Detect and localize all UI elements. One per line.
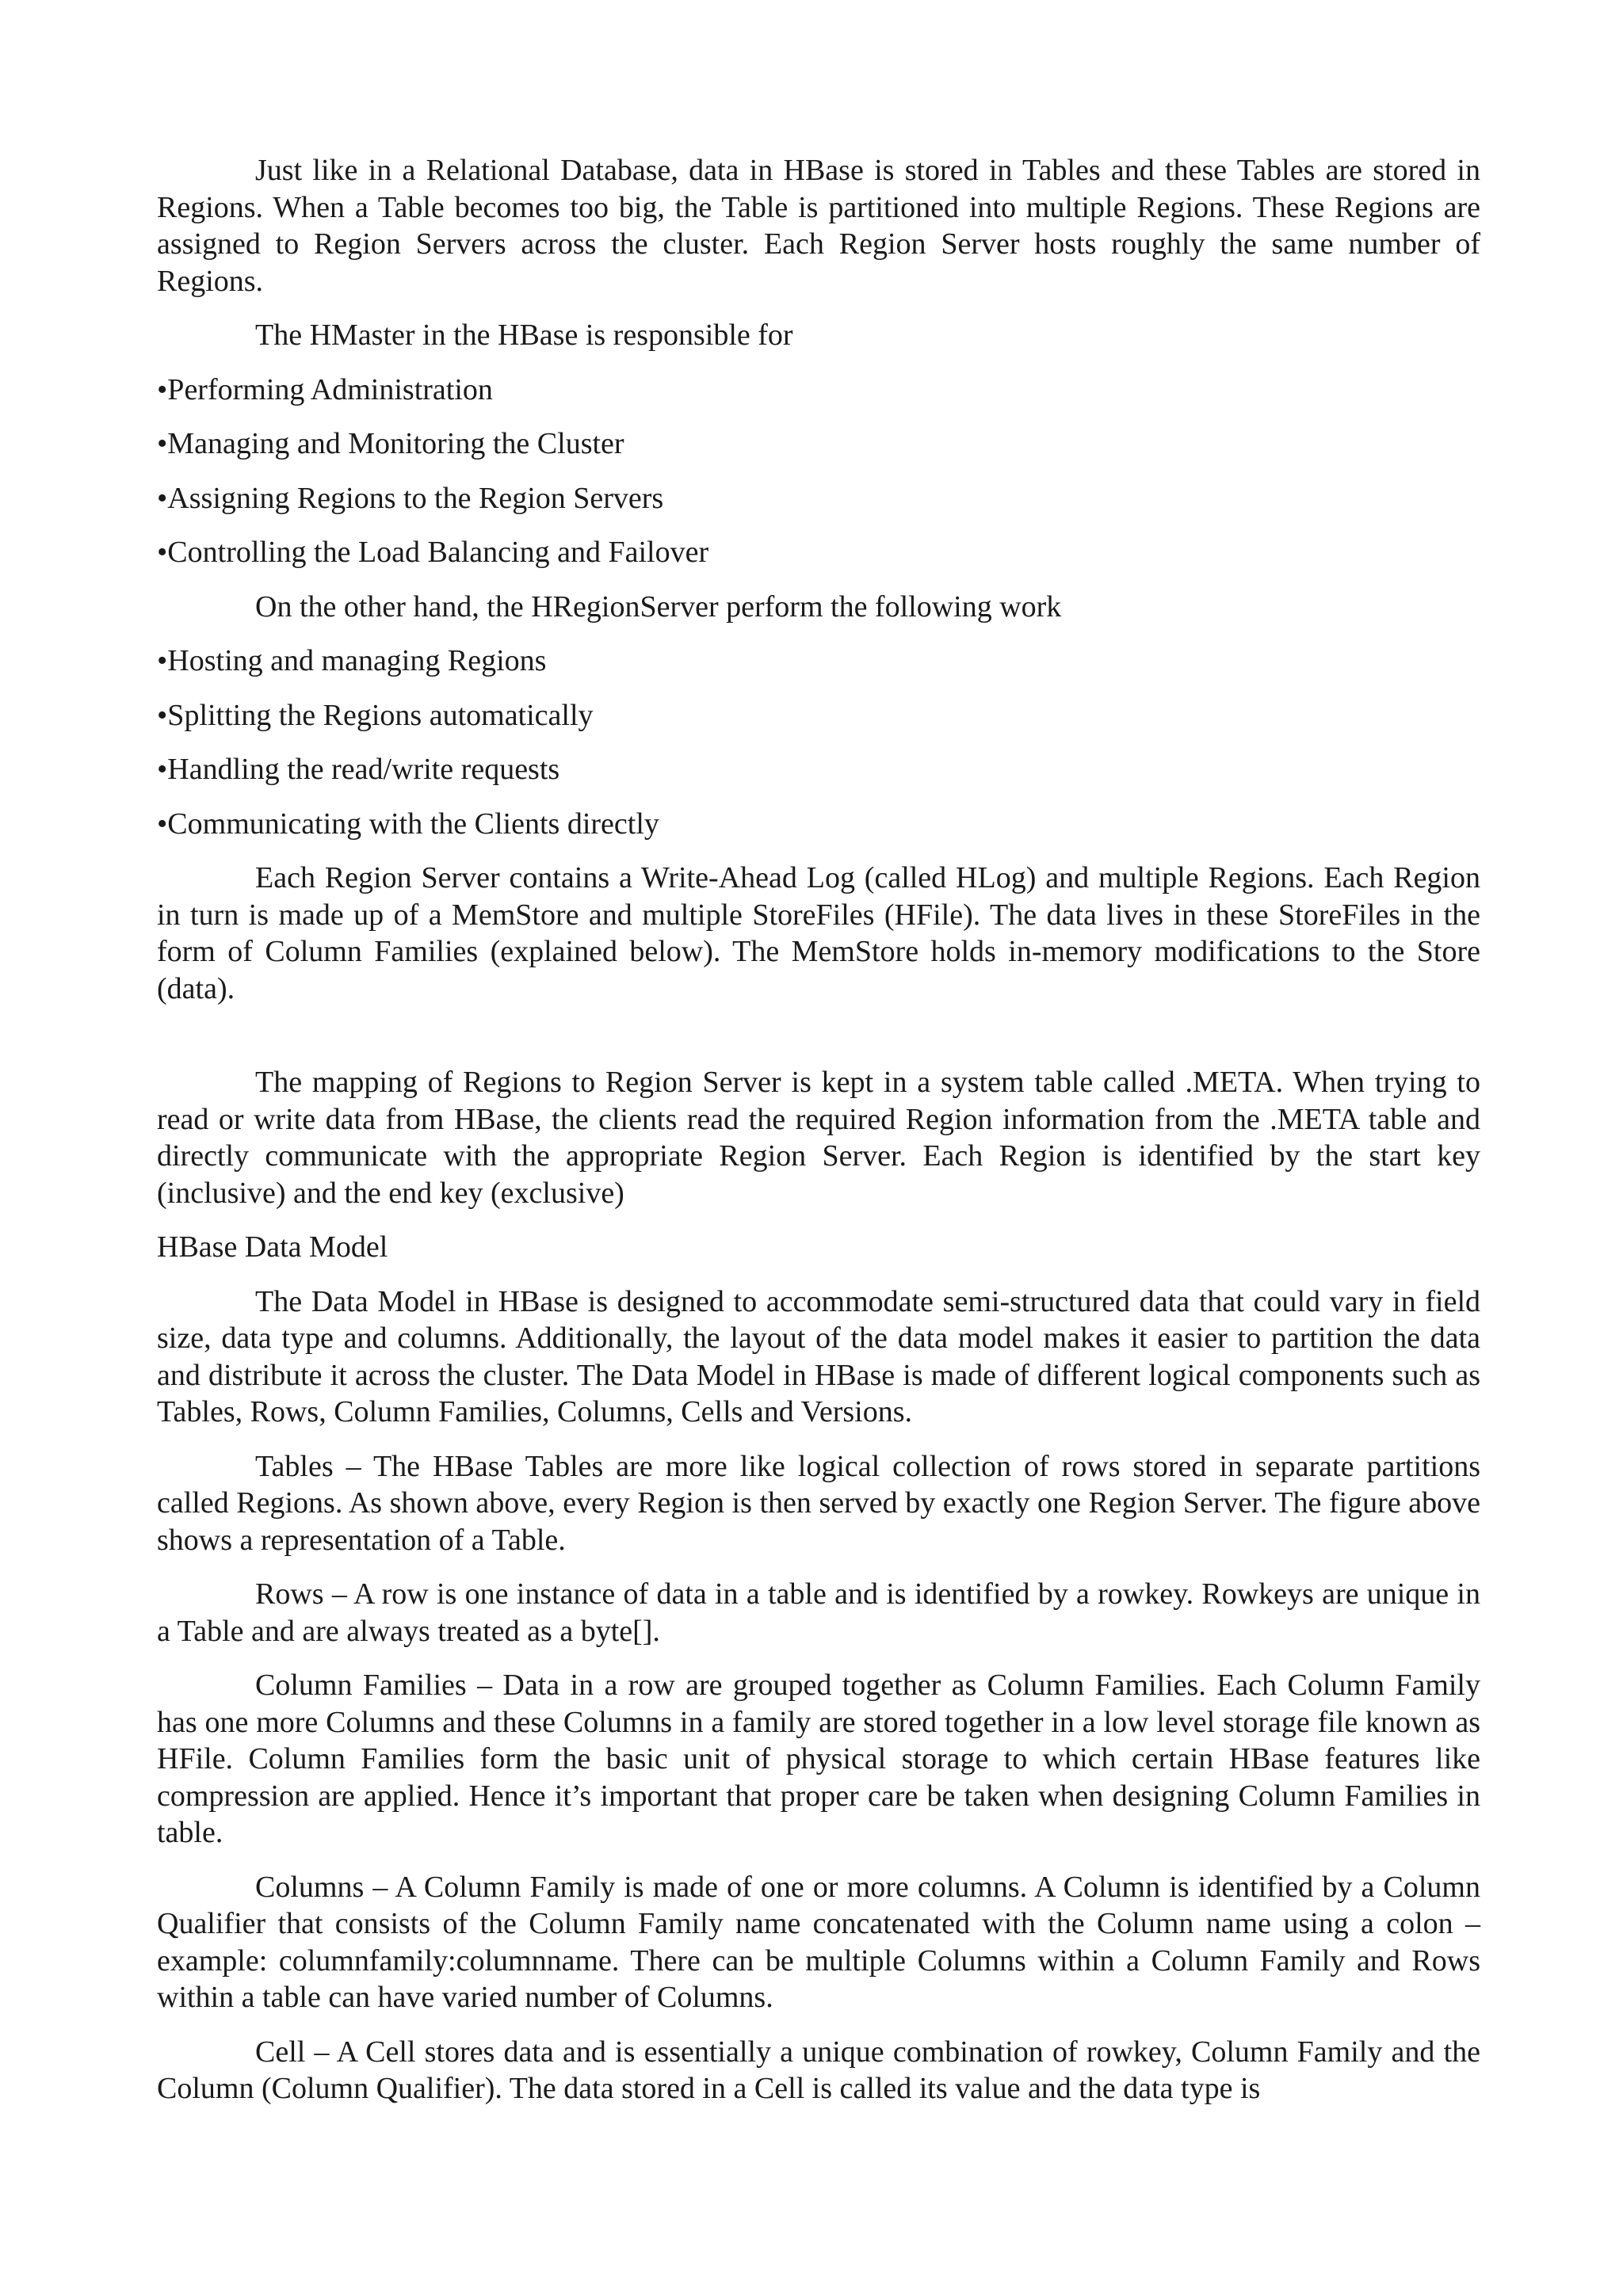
rows-paragraph: Rows – A row is one instance of data in a table and is identified by a rowkey. Rowkeys are unique in a Table and are always treated as a byte[]. <box>157 1577 1480 1648</box>
list-item: •Performing Administration <box>157 372 493 406</box>
tables-paragraph: Tables – The HBase Tables are more like logical collection of rows stored in separate partitions called Regions. As shown above, every Region is then served by exactly one Region Server. The figure above shows a representation of a Table. <box>157 1449 1480 1557</box>
spacer <box>157 1024 1480 1064</box>
list-item: •Managing and Monitoring the Cluster <box>157 427 624 460</box>
list-item: •Communicating with the Clients directly <box>157 807 659 841</box>
list-item: •Assigning Regions to the Region Servers <box>157 481 664 515</box>
document-page <box>157 152 1480 2125</box>
hmaster-list <box>157 372 1480 571</box>
column-families-paragraph: Column Families – Data in a row are grouped together as Column Families. Each Column Family has one more Columns and these Columns in a family are stored together in a low level storage file known as HFile. Column Families form the basic unit of physical storage to which certain HBase features like compression are applied. Hence it’s important that proper care be taken when designing Column Families in table. <box>157 1669 1480 1849</box>
columns-paragraph: Columns – A Column Family is made of one or more columns. A Column is identified by a Column Qualifier that consists of the Column Family name concatenated with the Column name using a colon – example: columnfamily:columnname. There can be multiple Columns within a Column Family and Rows within a table can have varied number of Columns. <box>157 1870 1480 2014</box>
intro-paragraph: Just like in a Relational Database, data in HBase is stored in Tables and these Tables are stored in Regions. When a Table becomes too big, the Table is partitioned into multiple Regions. These Regions are assigned to Region Servers across the cluster. Each Region Server hosts roughly the same number of Regions. <box>157 154 1480 298</box>
cell-paragraph: Cell – A Cell stores data and is essentially a unique combination of rowkey, Column Family and the Column (Column Qualifier). The data stored in a Cell is called its value and the data type is <box>157 2035 1480 2105</box>
list-item: •Controlling the Load Balancing and Failover <box>157 536 709 569</box>
data-model-paragraph: The Data Model in HBase is designed to accommodate semi-structured data that could vary in field size, data type and columns. Additionally, the layout of the data model makes it easier to partition the data and distribute it across the cluster. The Data Model in HBase is made of different logical components such as Tables, Rows, Column Families, Columns, Cells and Versions. <box>157 1284 1480 1428</box>
list-item: •Splitting the Regions automatically <box>157 698 594 732</box>
regionserver-list <box>157 643 1480 842</box>
section-heading: HBase Data Model <box>157 1230 388 1264</box>
hmaster-intro: The HMaster in the HBase is responsible for <box>255 318 793 352</box>
meta-table-paragraph: The mapping of Regions to Region Server is kept in a system table called .META. When trying to read or write data from HBase, the clients read the required Region information from the .META table and directly communicate with the appropriate Region Server. Each Region is identified by the start key (inclusive) and the end key (exclusive) <box>157 1066 1480 1210</box>
regionserver-description: Each Region Server contains a Write-Ahead Log (called HLog) and multiple Regions. Each Region in turn is made up of a MemStore and multiple StoreFiles (HFile). The data lives in these StoreFiles in the form of Column Families (explained below). The MemStore holds in-memory modifications to the Store (data). <box>157 861 1480 1005</box>
list-item: •Handling the read/write requests <box>157 753 560 786</box>
list-item: •Hosting and managing Regions <box>157 644 547 677</box>
regionserver-intro: On the other hand, the HRegionServer perform the following work <box>255 589 1062 624</box>
